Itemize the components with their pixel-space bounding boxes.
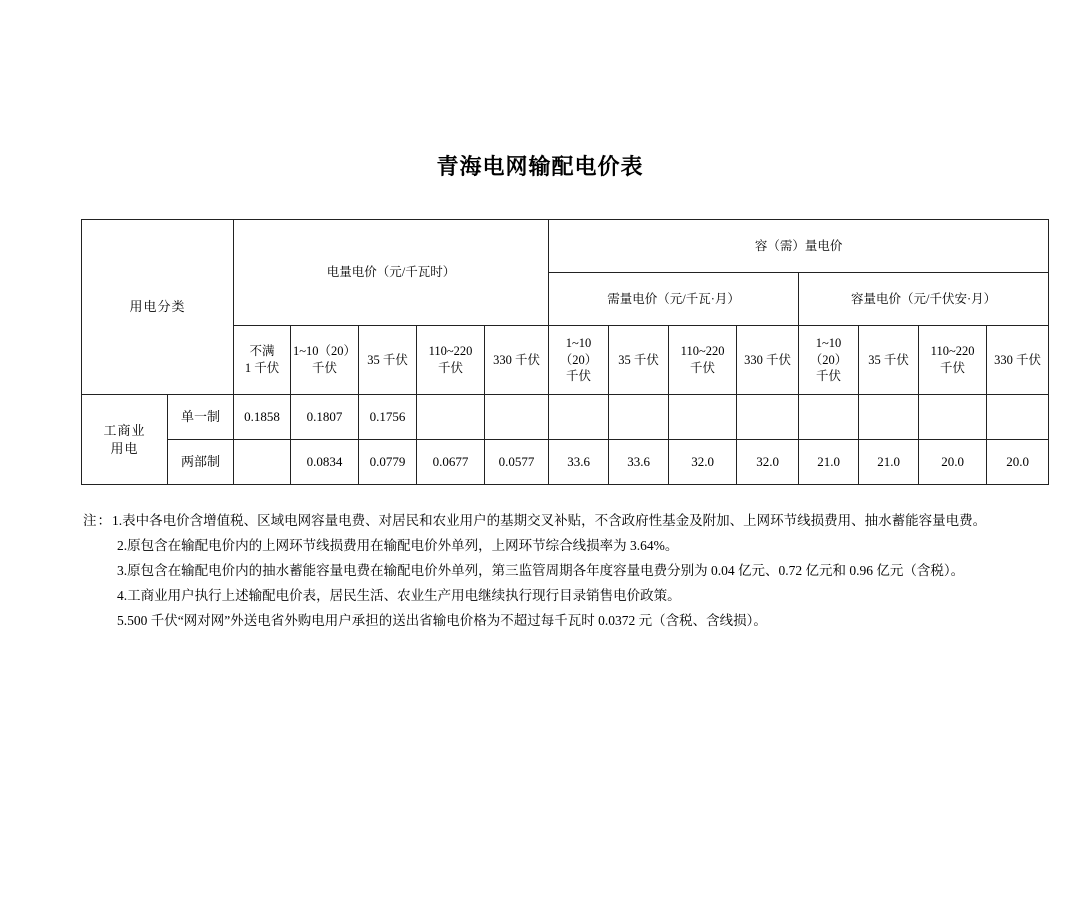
header-voltage-level: 110~220 千伏	[919, 326, 987, 395]
note-item	[83, 509, 1005, 534]
cell-value: 32.0	[737, 440, 799, 485]
cell-value: 21.0	[859, 440, 919, 485]
header-voltage-level: 35 千伏	[359, 326, 417, 395]
cell-value	[987, 395, 1049, 440]
header-voltage-level: 不满 1 千伏	[234, 326, 291, 395]
cell-value	[234, 440, 291, 485]
table-row	[82, 440, 1049, 485]
note-item: 5.500 千伏“网对网”外送电省外购电用户承担的送出省输电价格为不超过每千瓦时 0.0372 元（含税、含线损）。	[117, 612, 767, 628]
cell-value: 32.0	[669, 440, 737, 485]
cell-value: 0.0779	[359, 440, 417, 485]
header-voltage-level: 330 千伏	[987, 326, 1049, 395]
header-voltage-level: 35 千伏	[859, 326, 919, 395]
header-capacity-price-group: 容量电价（元/千伏安·月）	[799, 273, 1049, 326]
cell-value	[859, 395, 919, 440]
page-title: 青海电网输配电价表	[436, 154, 644, 179]
cell-value	[417, 395, 485, 440]
cell-value: 0.0834	[291, 440, 359, 485]
header-category: 用电分类	[82, 220, 234, 395]
header-voltage-level: 330 千伏	[737, 326, 799, 395]
note-item: 3.原包含在输配电价内的抽水蓄能容量电费在输配电价外单列，第三监管周期各年度容量电费分别为 0.04 亿元、0.72 亿元和 0.96 亿元（含税）。	[117, 562, 965, 578]
price-table-container	[81, 219, 1042, 485]
cell-value	[737, 395, 799, 440]
document-page	[0, 150, 1080, 914]
cell-value	[669, 395, 737, 440]
cell-value	[609, 395, 669, 440]
notes-section	[75, 509, 1005, 634]
cell-value: 20.0	[919, 440, 987, 485]
notes-label: 注：	[83, 513, 112, 528]
cell-value: 20.0	[987, 440, 1049, 485]
cell-value: 0.1807	[291, 395, 359, 440]
cell-value: 0.0577	[485, 440, 549, 485]
cell-value: 0.1756	[359, 395, 417, 440]
cell-value	[549, 395, 609, 440]
header-voltage-level: 110~220 千伏	[669, 326, 737, 395]
header-voltage-level: 1~10 （20） 千伏	[799, 326, 859, 395]
note-text: 1.表中各电价含增值税、区域电网容量电费、对居民和农业用户的基期交叉补贴，不含政府性基金及附加、上网环节线损费用、抽水蓄能容量电费。	[112, 513, 987, 528]
header-voltage-level: 1~10（20） 千伏	[291, 326, 359, 395]
table-header-row-1	[82, 220, 1049, 273]
cell-value: 0.1858	[234, 395, 291, 440]
cell-value: 33.6	[549, 440, 609, 485]
header-voltage-level: 1~10 （20） 千伏	[549, 326, 609, 395]
row-name: 两部制	[168, 440, 234, 485]
header-capacity-group: 容（需）量电价	[549, 220, 1049, 273]
row-name: 单一制	[168, 395, 234, 440]
row-category-label: 工商业 用电	[82, 395, 168, 485]
note-item: 2.原包含在输配电价内的上网环节线损费用在输配电价外单列，上网环节综合线损率为 3.64%。	[117, 537, 679, 553]
header-voltage-level: 330 千伏	[485, 326, 549, 395]
cell-value: 0.0677	[417, 440, 485, 485]
note-item: 4.工商业用户执行上述输配电价表，居民生活、农业生产用电继续执行现行目录销售电价政策。	[117, 587, 681, 603]
header-voltage-level: 35 千伏	[609, 326, 669, 395]
cell-value	[485, 395, 549, 440]
cell-value	[799, 395, 859, 440]
cell-value: 33.6	[609, 440, 669, 485]
cell-value: 21.0	[799, 440, 859, 485]
header-energy-price-group: 电量电价（元/千瓦时）	[234, 220, 549, 326]
transmission-price-table	[81, 219, 1049, 485]
cell-value	[919, 395, 987, 440]
table-row	[82, 395, 1049, 440]
header-demand-price-group: 需量电价（元/千瓦·月）	[549, 273, 799, 326]
header-voltage-level: 110~220 千伏	[417, 326, 485, 395]
